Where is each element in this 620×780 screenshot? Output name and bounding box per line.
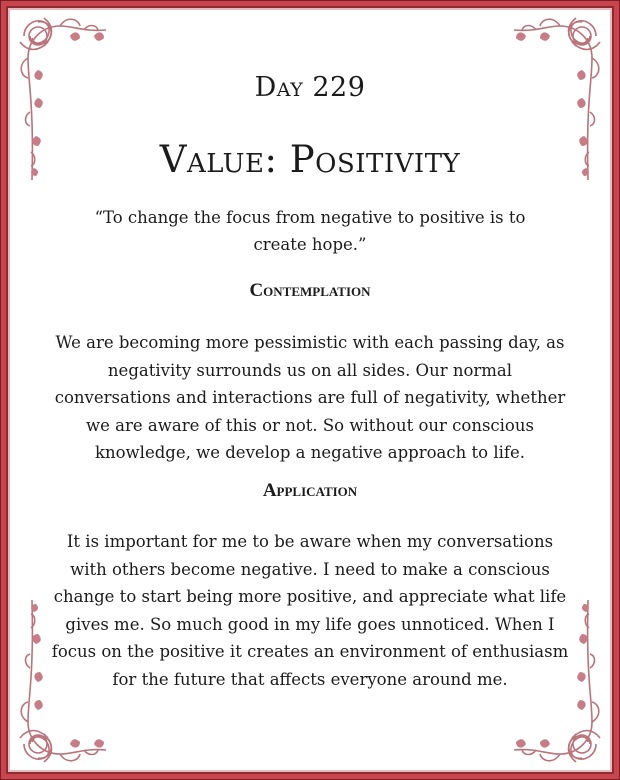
application-paragraph: It is important for me to be aware when my conversations with others become negative. I need to make a conscious change to start being more positive, and appreciate what life gives me. So much good in my life goes unnoticed. When I focus on the positive it creates an environment of enthusiasm for the future that affects everyone around me. bbox=[51, 532, 569, 689]
contemplation-heading: Contemplation bbox=[249, 280, 371, 301]
application-heading: Application bbox=[262, 480, 358, 501]
quote-text: “To change the focus from negative to positive is to create hope.” bbox=[94, 208, 526, 254]
contemplation-paragraph: We are becoming more pessimistic with each passing day, as negativity surrounds us on all sides. Our normal conversations and interactions are full of negativity, whether we are aware of this or not. So without our conscious knowledge, we develop a negative approach to life. bbox=[54, 333, 566, 462]
value-title: Value: Positivity bbox=[159, 138, 461, 181]
day-label: Day 229 bbox=[254, 72, 366, 103]
